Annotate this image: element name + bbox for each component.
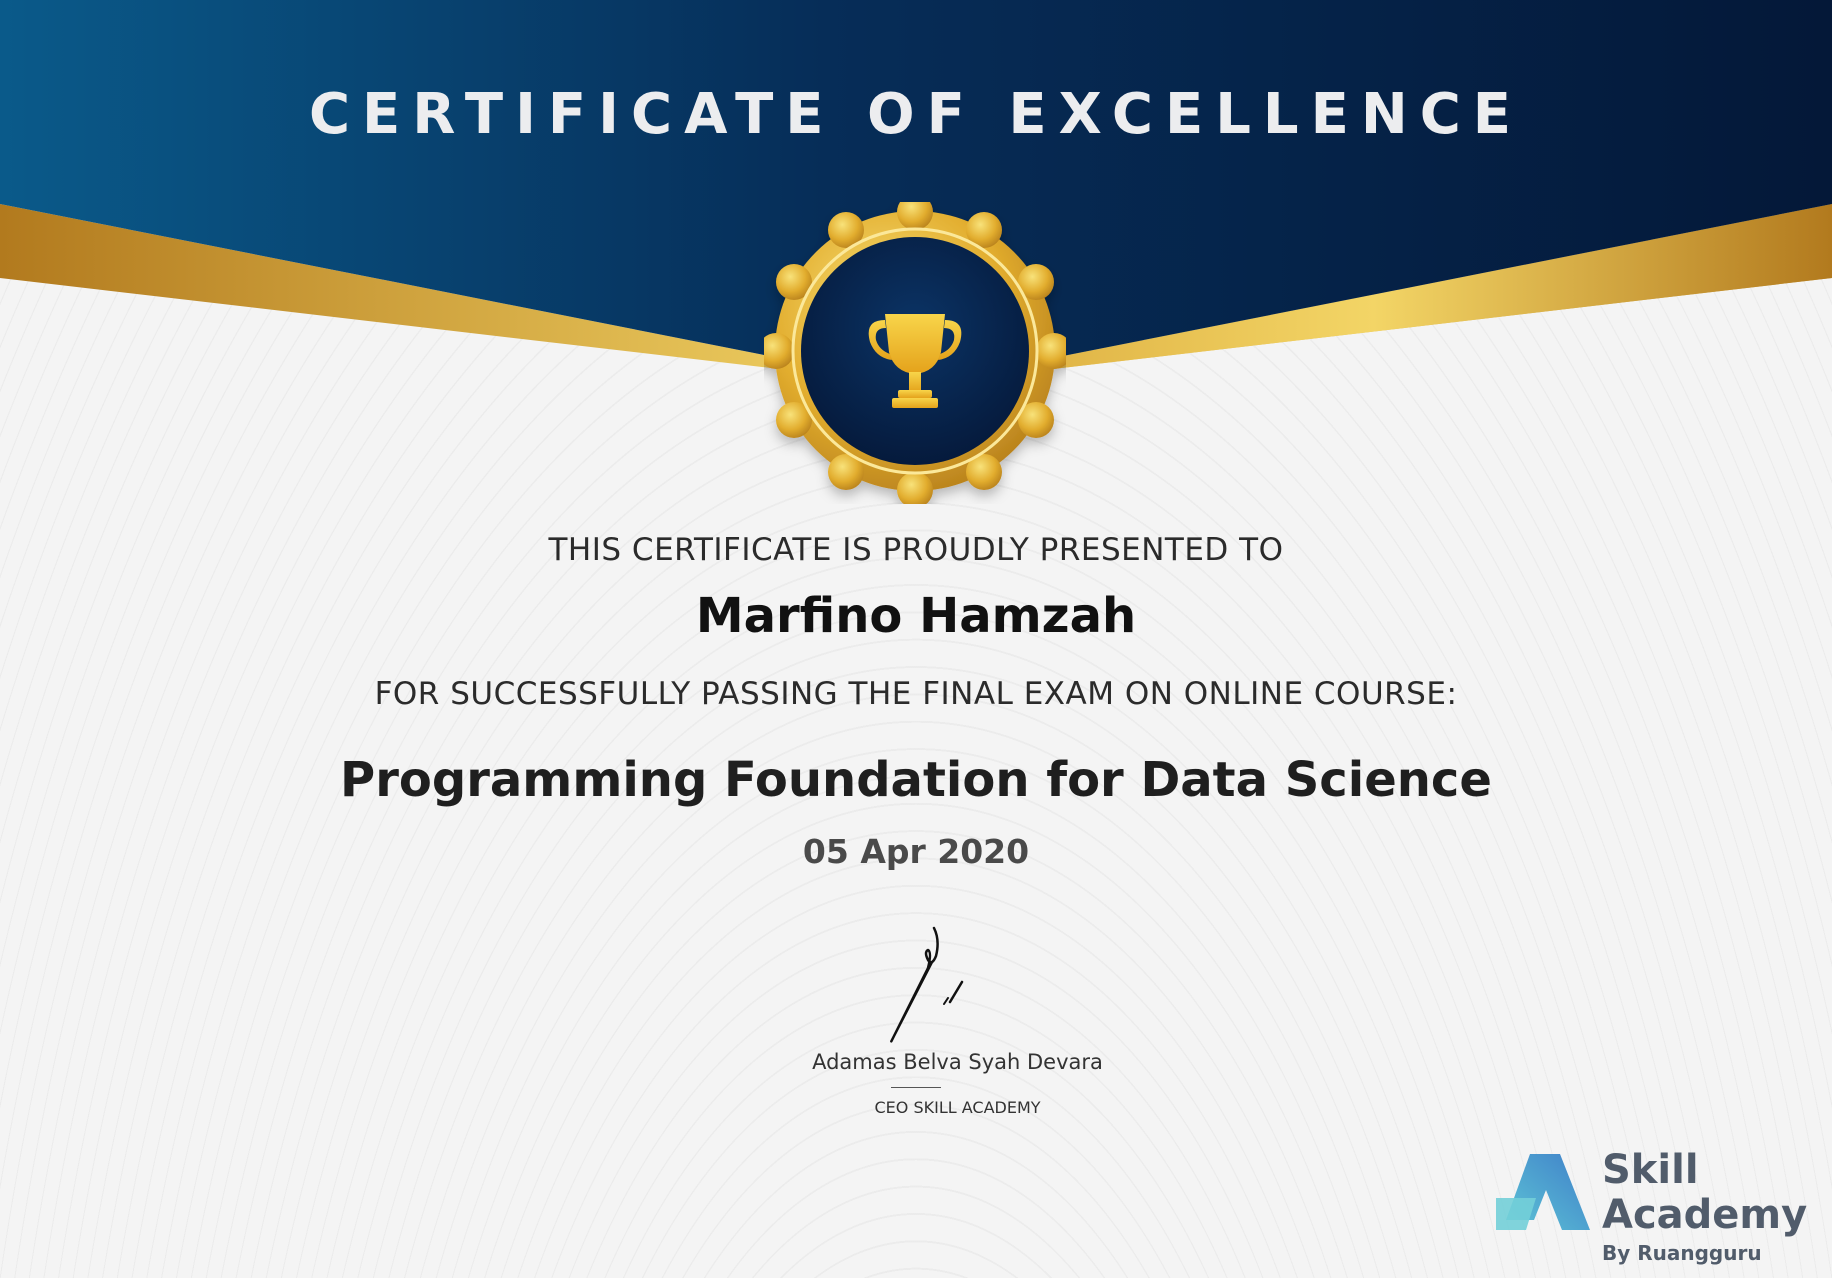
brand-line-academy: Academy bbox=[1602, 1192, 1808, 1238]
signatory-name: Adamas Belva Syah Devara bbox=[812, 1050, 1103, 1074]
signature-image bbox=[862, 922, 972, 1046]
certificate-date: 05 Apr 2020 bbox=[802, 832, 1030, 871]
presented-to-text: THIS CERTIFICATE IS PROUDLY PRESENTED TO bbox=[548, 532, 1284, 568]
trophy-icon bbox=[764, 202, 1066, 504]
course-name: Programming Foundation for Data Science bbox=[340, 752, 1492, 808]
signature-divider bbox=[891, 1087, 941, 1088]
brand-line-by: By Ruangguru bbox=[1602, 1241, 1762, 1265]
brand-line-skill: Skill bbox=[1602, 1147, 1699, 1193]
passing-text: FOR SUCCESSFULLY PASSING THE FINAL EXAM ON ONLINE COURSE: bbox=[374, 676, 1458, 712]
brand-wordmark bbox=[1602, 1148, 1807, 1266]
certificate-title: CERTIFICATE OF EXCELLENCE bbox=[308, 82, 1524, 147]
skill-academy-logo-icon bbox=[1496, 1154, 1590, 1232]
signatory-title: CEO SKILL ACADEMY bbox=[874, 1098, 1041, 1117]
recipient-name: Marfino Hamzah bbox=[695, 588, 1137, 644]
